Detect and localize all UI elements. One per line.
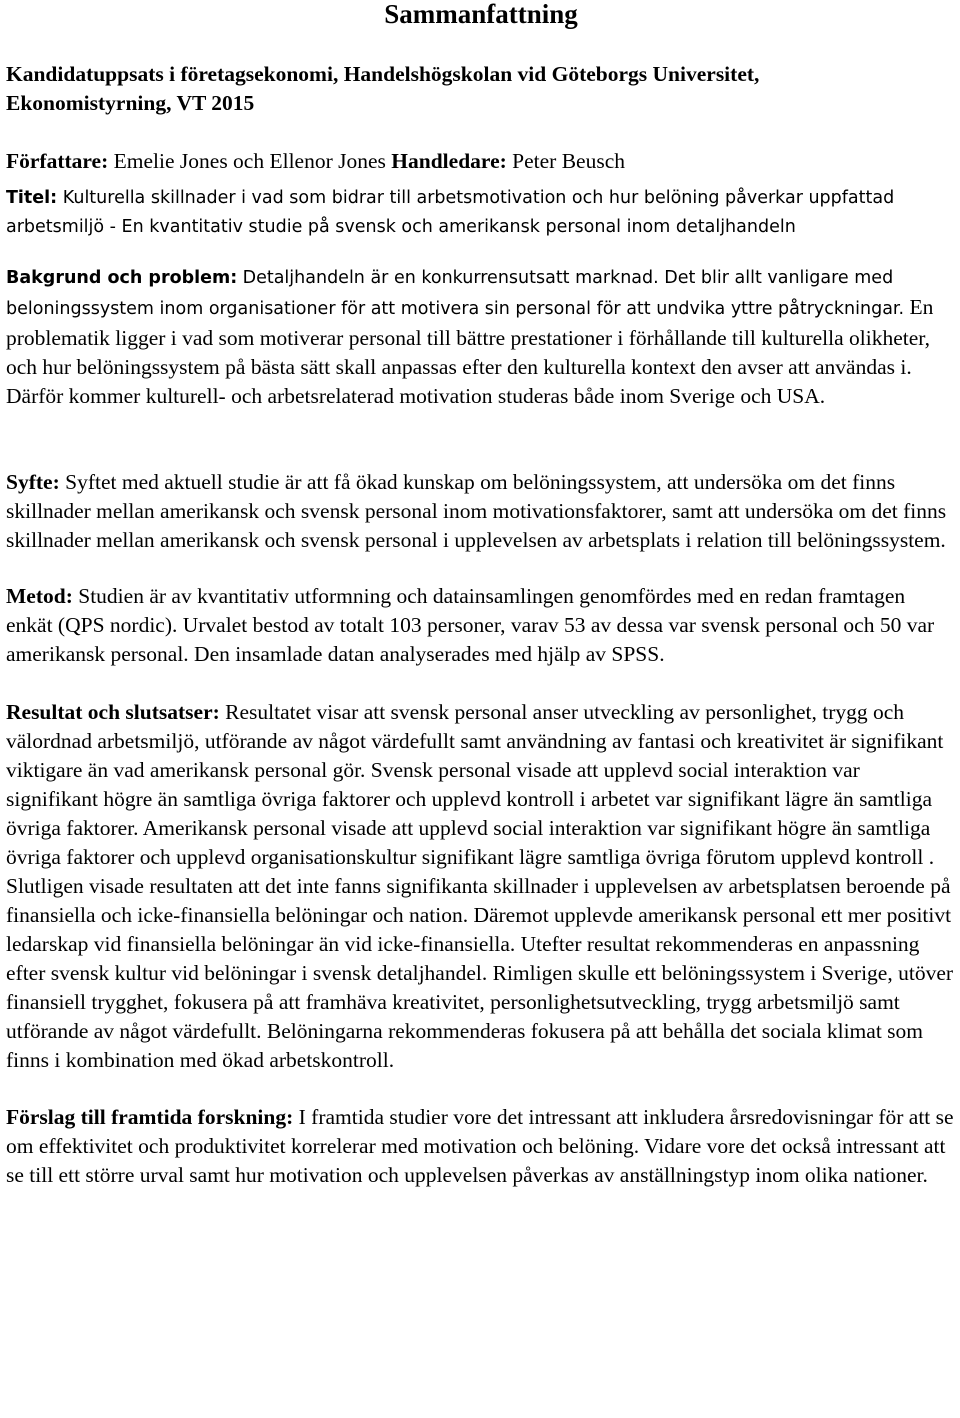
results-label: Resultat och slutsatser:	[6, 700, 220, 724]
background-label: Bakgrund och problem:	[6, 268, 238, 288]
thesis-heading-line-1: Kandidatuppsats i företagsekonomi, Handelshögskolan vid Göteborgs Universitet,	[6, 62, 760, 86]
future-research-label: Förslag till framtida forskning:	[6, 1105, 294, 1129]
thesis-heading	[6, 60, 956, 118]
method-label: Metod:	[6, 584, 73, 608]
authors-line	[6, 147, 956, 176]
method-text: Studien är av kvantitativ utformning och datainsamlingen genomfördes med en redan framtagen enkät (QPS nordic). Urvalet bestod av totalt 103 personer, varav 53 av dessa var svensk personal och 50 var amerikansk personal. Den insamlade datan analyserades med hjälp av SPSS.	[6, 584, 935, 666]
future-research-text: I framtida studier vore det intressant att inkludera årsredovisningar för att se om effektivitet och produktivitet korrelerar med motivation och belöning. Vidare vore det också intressant att se till ett större urval samt hur motivation och upplevelsen påverkas av anställningstyp inom olika nationer.	[6, 1105, 954, 1187]
authors-value: Emelie Jones och Ellenor Jones	[113, 149, 386, 173]
supervisor-label: Handledare:	[391, 149, 507, 173]
authors-label: Författare:	[6, 149, 109, 173]
method-section	[6, 582, 956, 669]
background-text-serif: En problematik ligger i vad som motiverar personal till bättre prestationer i förhållande till kulturella olikheter, och hur belöningssystem på bästa sätt skall anpassas efter den kulturella kontext den avser att användas i. Därför kommer kulturell- och arbetsrelaterad motivation studeras både inom Sverige och USA.	[6, 295, 934, 408]
title-label: Titel:	[6, 188, 58, 208]
page-title: Sammanfattning	[384, 0, 578, 29]
results-text: Resultatet visar att svensk personal anser utveckling av personlighet, trygg och välordnad arbetsmiljö, utförande av något värdefullt samt användning av fantasi och kreativitet är signifikant viktigare än vad amerikansk personal gör. Svensk personal visade att upplevd social interaktion var signifikant högre än samtliga övriga faktorer och upplevd kontroll i arbetet var signifikant lägre än samtliga övriga faktorer. Amerikansk personal visade att upplevd social interaktion var signifikant högre än samtliga övriga faktorer och upplevd organisationskultur signifikant lägre samtliga övriga förutom upplevd kontroll . Slutligen visade resultaten att det inte fanns signifikanta skillnader i upplevelsen av arbetsplatsen beroende på finansiella och icke-finansiella belöningar och nation. Däremot upplevde amerikansk personal ett mer positivt ledarskap vid finansiella belöningar än vid icke-finansiella. Utefter resultat rekommenderas en anpassning efter svensk kultur vid belöningar i svensk detaljhandel. Rimligen skulle ett belöningssystem i Sverige, utöver finansiell trygghet, fokusera på att framhäva kreativitet, personlighetsutveckling, trygg arbetsmiljö samt utförande av något värdefullt. Belöningarna rekommenderas fokusera på att behålla det sociala klimat som finns i kombination med ökad arbetskontroll.	[6, 700, 954, 1072]
aim-label: Syfte:	[6, 470, 60, 494]
title-text: Kulturella skillnader i vad som bidrar till arbetsmotivation och hur belöning påverkar uppfattad arbetsmiljö - En kvantitativ studie på svensk och amerikansk personal inom detaljhandeln	[6, 188, 895, 237]
aim-text: Syftet med aktuell studie är att få ökad kunskap om belöningssystem, att undersöka om det finns skillnader mellan amerikansk och svensk personal inom motivationsfaktorer, samt att undersöka om det finns skillnader mellan amerikansk och svensk personal i upplevelsen av arbetsplats i relation till belöningssystem.	[6, 470, 947, 552]
aim-section	[6, 468, 956, 555]
thesis-heading-line-2: Ekonomistyrning, VT 2015	[6, 91, 255, 115]
results-section	[6, 698, 956, 1075]
title-section	[6, 184, 956, 242]
background-section	[6, 262, 956, 411]
background-text-sans: Detaljhandeln är en konkurrensutsatt marknad. Det blir allt vanligare med beloningssystem inom organisationer för att motivera sin personal för att undvika yttre påtryckningar.	[6, 268, 905, 319]
future-research-section	[6, 1103, 956, 1190]
supervisor-value: Peter Beusch	[512, 149, 625, 173]
